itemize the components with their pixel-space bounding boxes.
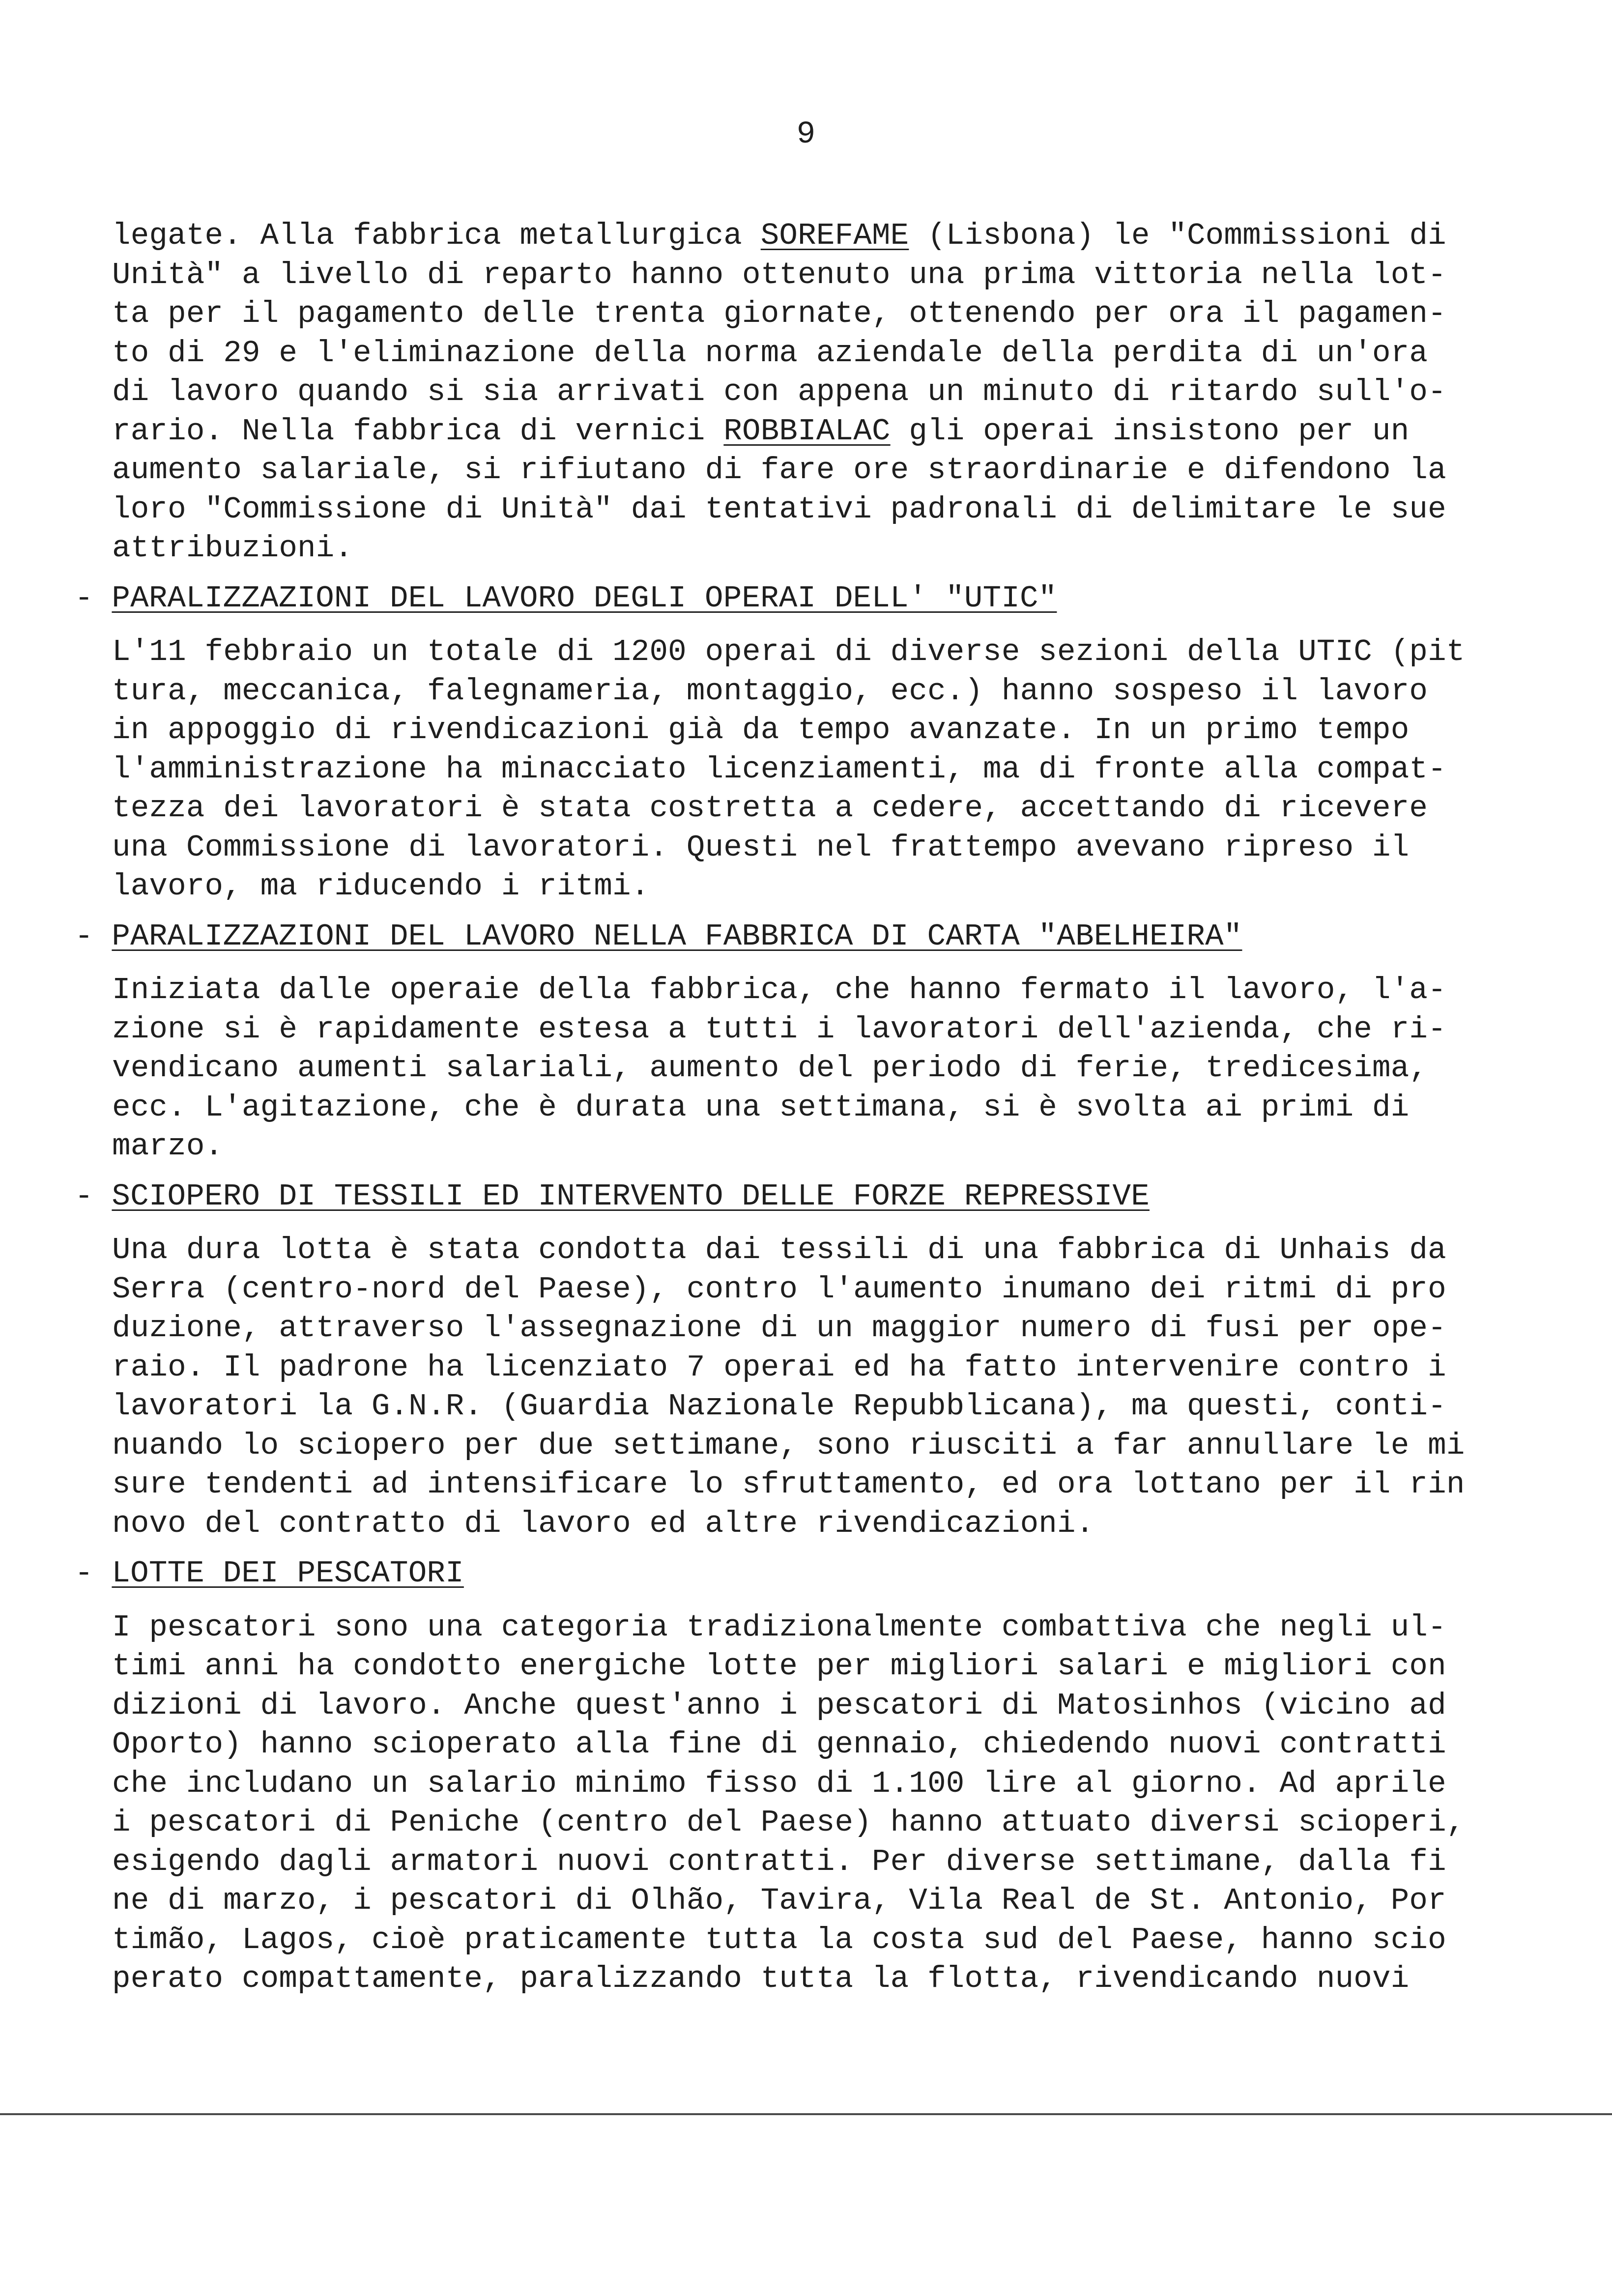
text-segment: (Lisbona) le "Commissioni di [909,218,1446,253]
text-line: di lavoro quando si sia arrivati con appena un minuto di ritardo sull'o- [112,374,1446,409]
text-line: una Commissione di lavoratori. Questi nel frattempo avevano ripreso il [112,830,1410,865]
text-line: ne di marzo, i pescatori di Olhão, Tavira, Vila Real de St. Antonio, Por [112,1883,1446,1918]
text-line: zione si è rapidamente estesa a tutti i lavoratori dell'azienda, che ri- [112,1011,1446,1047]
text-line: Unità" a livello di reparto hanno ottenuto una prima vittoria nella lot- [112,257,1446,292]
paragraph-utic [112,632,1577,906]
text-line: L'11 febbraio un totale di 1200 operai di diverse sezioni della UTIC (pit [112,634,1465,669]
document-body [75,216,1577,1999]
text-line: Una dura lotta è stata condotta dai tessili di una fabbrica di Unhais da [112,1233,1446,1267]
text-line: timão, Lagos, cioè praticamente tutta la costa sud del Paese, hanno scio [112,1922,1446,1957]
text-segment: gli operai insistono per un [890,413,1410,449]
text-line: che includano un salario minimo fisso di 1.100 lire al giorno. Ad aprile [112,1766,1446,1801]
paragraph-pescatori [112,1608,1577,1999]
text-line: novo del contratto di lavoro ed altre rivendicazioni. [112,1506,1094,1541]
heading-dash: - [75,1178,112,1214]
text-line: i pescatori di Peniche (centro del Paese) hanno attuato diversi scioperi, [112,1805,1465,1840]
text-line: Serra (centro-nord del Paese), contro l'aumento inumano dei ritmi di pro [112,1271,1446,1307]
text-line [112,412,1577,451]
text-line: in appoggio di rivendicazioni già da tempo avanzate. In un primo tempo [112,713,1410,747]
text-line: nuando lo sciopero per due settimane, sono riusciti a far annullare le mi [112,1428,1465,1463]
text-line: duzione, attraverso l'assegnazione di un maggior numero di fusi per ope- [112,1311,1446,1346]
text-line: sure tendenti ad intensificare lo sfruttamento, ed ora lottano per il rin [112,1467,1465,1502]
text-line: dizioni di lavoro. Anche quest'anno i pescatori di Matosinhos (vicino ad [112,1688,1446,1723]
text-line: Iniziata dalle operaie della fabbrica, che hanno fermato il lavoro, l'a- [112,973,1446,1007]
text-line: aumento salariale, si rifiutano di fare ore straordinarie e difendono la [112,453,1446,488]
text-line: ecc. L'agitazione, che è durata una settimana, si è svolta ai primi di [112,1090,1410,1125]
text-line: ta per il pagamento delle trenta giornate, ottenendo per ora il pagamen- [112,296,1446,331]
text-line [112,216,1577,256]
text-line: Oporto) hanno scioperato alla fine di gennaio, chiedendo nuovi contratti [112,1727,1446,1762]
bottom-rule [0,2113,1612,2115]
company-name-robbialac: ROBBIALAC [723,413,891,449]
text-line: marzo. [112,1129,224,1164]
text-line: attribuzioni. [112,531,353,566]
text-line: to di 29 e l'eliminazione della norma aziendale della perdita di un'ora [112,335,1428,371]
text-line: loro "Commissione di Unità" dai tentativi padronali di delimitare le sue [112,491,1446,527]
heading-title: PARALIZZAZIONI DEL LAVORO DEGLI OPERAI DELL' "UTIC" [112,580,1057,616]
text-segment: legate. Alla fabbrica metallurgica [112,218,761,253]
section-heading-abelheira [75,917,1577,956]
heading-dash: - [75,918,112,954]
text-line: lavoro, ma riducendo i ritmi. [112,869,650,904]
paragraph-abelheira [112,971,1577,1166]
section-heading-tessili [75,1177,1577,1216]
text-line: vendicano aumenti salariali, aumento del periodo di ferie, tredicesima, [112,1051,1428,1086]
text-line: raio. Il padrone ha licenziato 7 operai ed ha fatto intervenire contro i [112,1349,1446,1385]
heading-dash: - [75,580,112,616]
text-line: I pescatori sono una categoria tradizionalmente combattiva che negli ul- [112,1609,1446,1645]
page-number: 9 [796,117,816,152]
paragraph-intro [112,216,1577,568]
text-line: perato compattamente, paralizzando tutta la flotta, rivendicando nuovi [112,1961,1410,1996]
heading-dash: - [75,1556,112,1591]
company-name-sorefame: SOREFAME [760,218,909,253]
text-segment: rario. Nella fabbrica di vernici [112,413,724,449]
text-line: l'amministrazione ha minacciato licenziamenti, ma di fronte alla compat- [112,751,1446,787]
heading-title: SCIOPERO DI TESSILI ED INTERVENTO DELLE FORZE REPRESSIVE [112,1178,1150,1214]
paragraph-tessili [112,1231,1577,1543]
text-line: lavoratori la G.N.R. (Guardia Nazionale Repubblicana), ma questi, conti- [112,1389,1446,1424]
text-line: tura, meccanica, falegnameria, montaggio, ecc.) hanno sospeso il lavoro [112,673,1428,709]
heading-title: LOTTE DEI PESCATORI [112,1556,464,1591]
text-line: timi anni ha condotto energiche lotte per migliori salari e migliori con [112,1649,1446,1684]
heading-title: PARALIZZAZIONI DEL LAVORO NELLA FABBRICA DI CARTA "ABELHEIRA" [112,918,1242,954]
text-line: esigendo dagli armatori nuovi contratti. Per diverse settimane, dalla fi [112,1844,1446,1879]
section-heading-utic [75,579,1577,618]
section-heading-pescatori [75,1554,1577,1593]
text-line: tezza dei lavoratori è stata costretta a cedere, accettando di ricevere [112,791,1428,826]
